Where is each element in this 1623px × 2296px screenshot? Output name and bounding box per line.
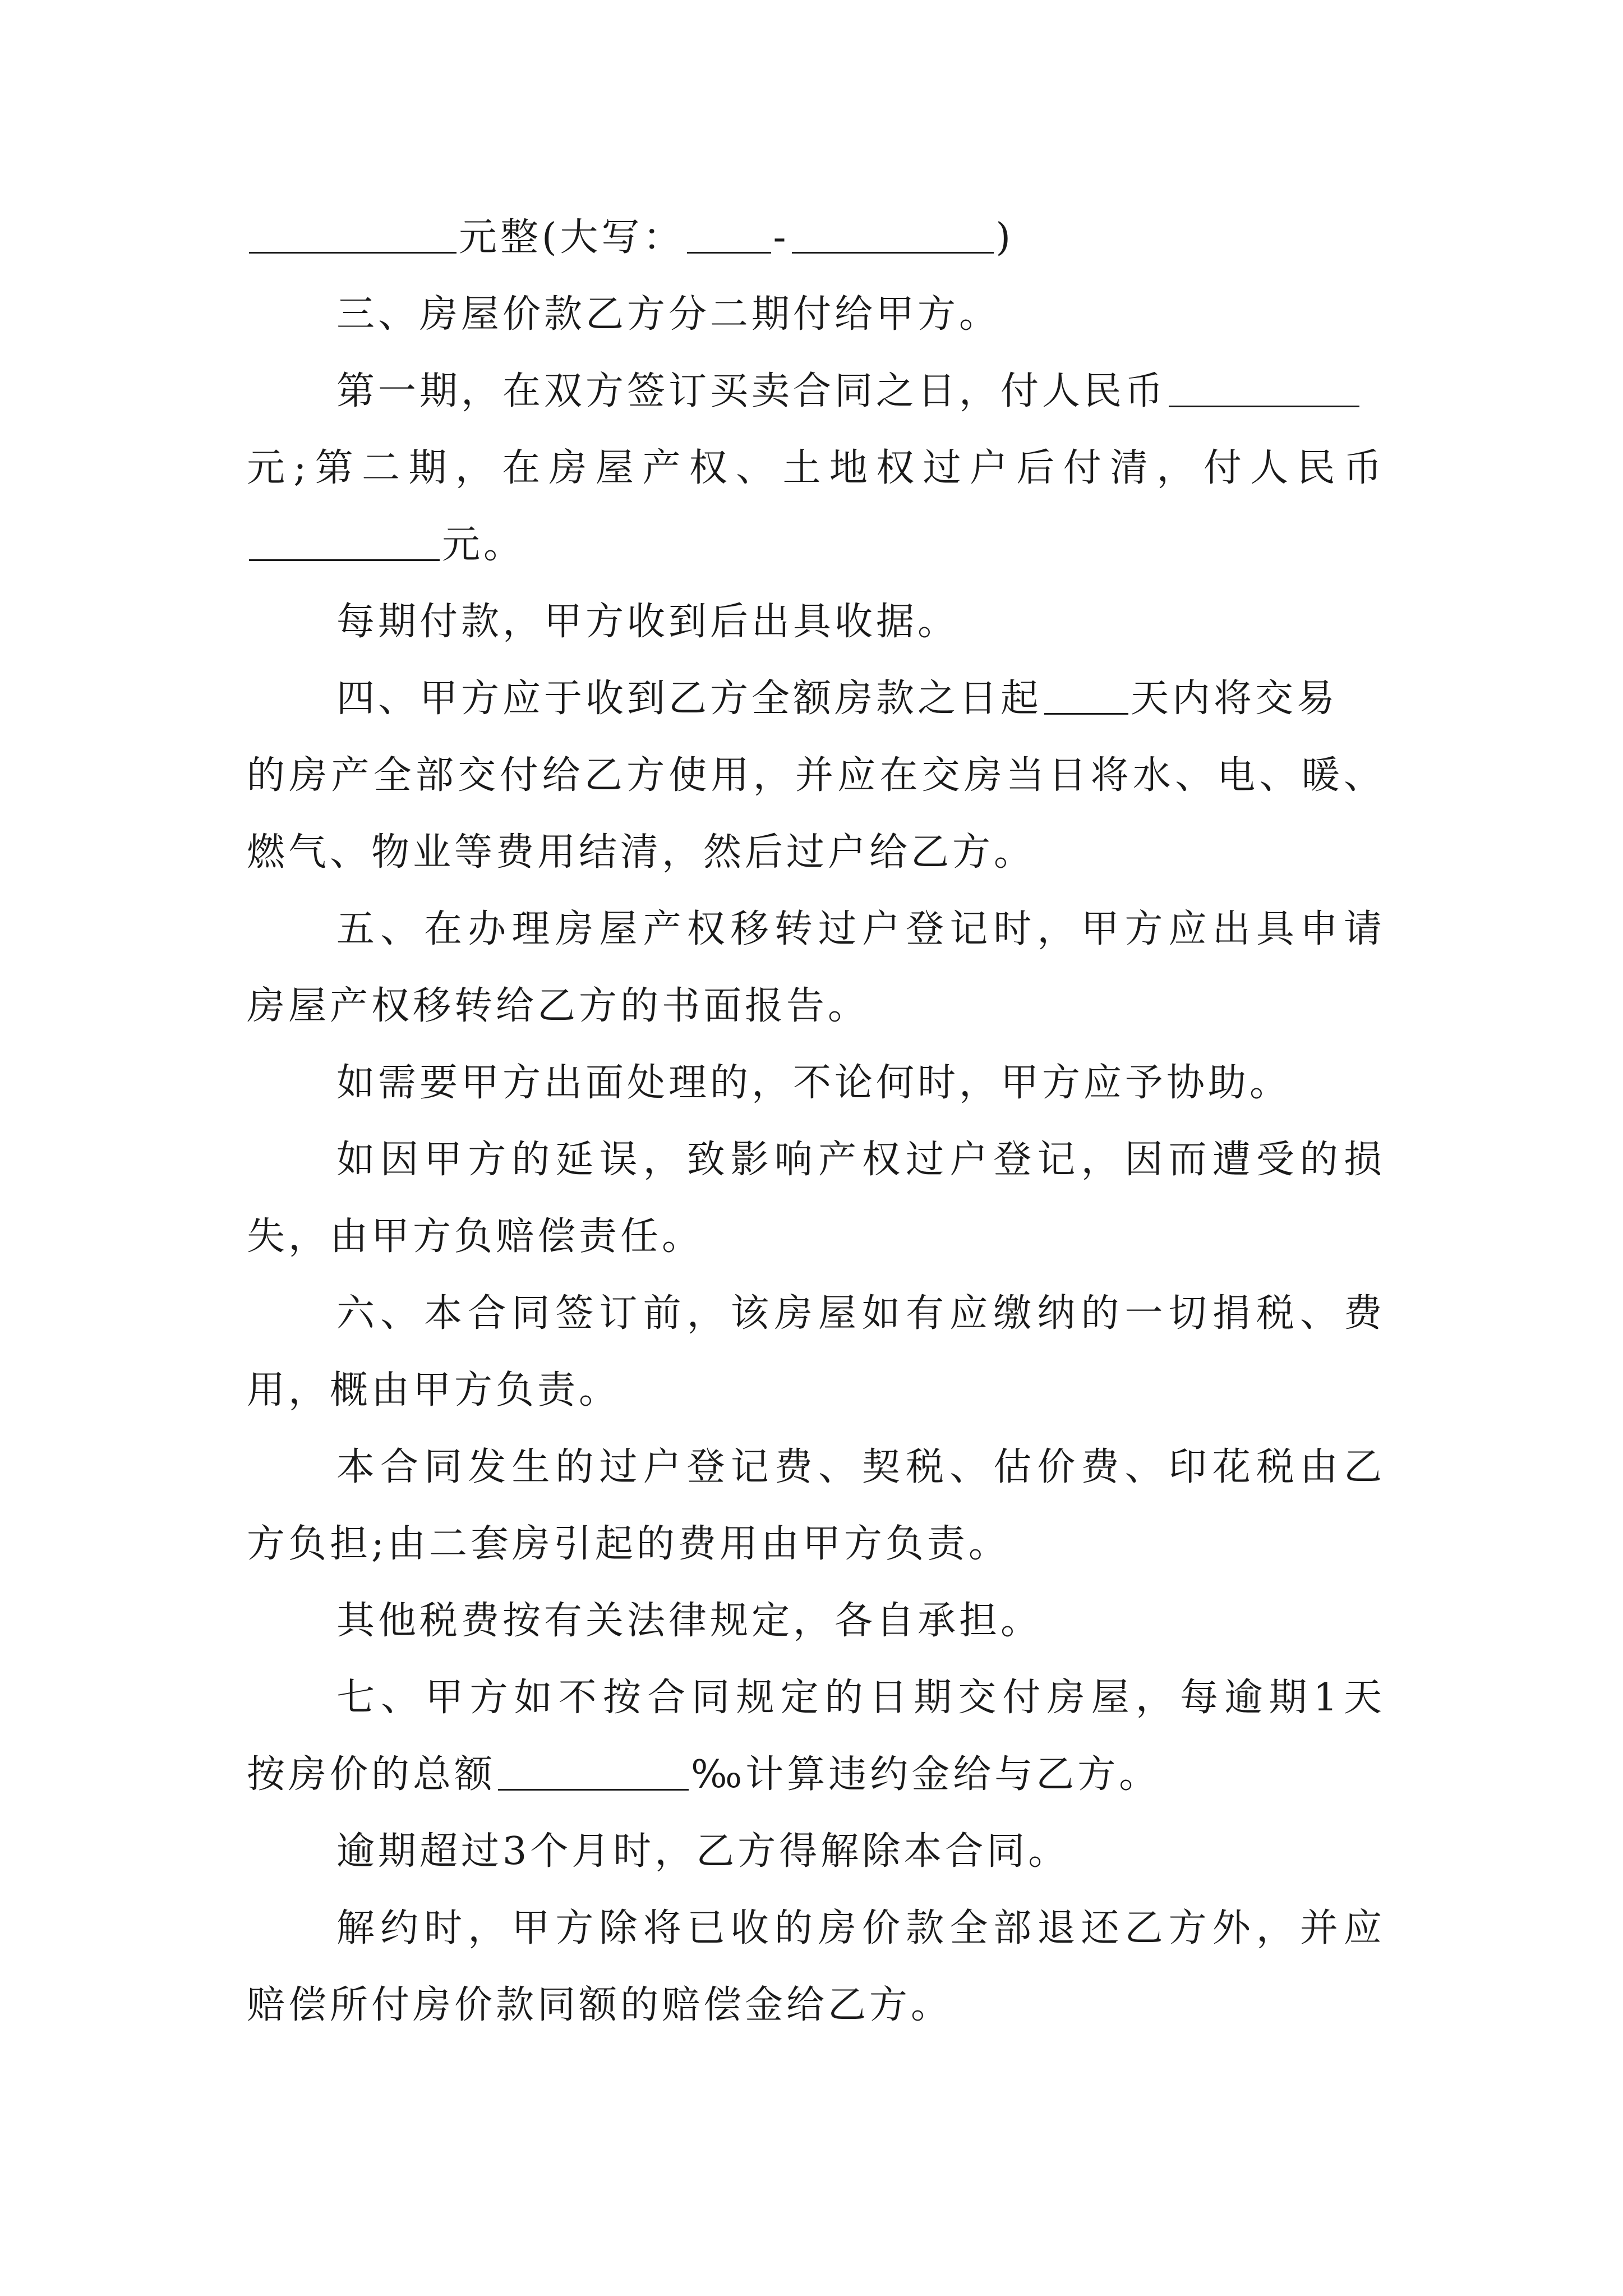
clause-5-line-1: 五、在办理房屋产权移转过户登记时，甲方应出具申请 bbox=[336, 907, 1385, 951]
fees-line-2: 方负担;由二套房引起的费用由甲方负责。 bbox=[247, 1522, 1010, 1566]
first-payment-blank bbox=[1169, 367, 1359, 407]
second-payment-unit: 元。 bbox=[442, 523, 525, 567]
clause-3-heading: 三、房屋价款乙方分二期付给甲方。 bbox=[336, 292, 1001, 337]
price-text-1: 元整(大写： bbox=[459, 215, 685, 260]
clause-4-text-1: 四、甲方应于收到乙方全额房款之日起 bbox=[336, 677, 1043, 721]
refund-line-2: 赔偿所付房价款同额的赔偿金给乙方。 bbox=[247, 1983, 953, 2027]
clause-4-line-2: 的房产全部交付给乙方使用，并应在交房当日将水、电、暖、 bbox=[247, 753, 1385, 798]
clause-5-line-2: 房屋产权移转给乙方的书面报告。 bbox=[247, 984, 870, 1028]
penalty-text-2: ‰计算违约金给与乙方。 bbox=[691, 1752, 1161, 1797]
amount-blank bbox=[249, 214, 457, 254]
price-line bbox=[247, 199, 1385, 276]
uppercase-amount-blank-2 bbox=[792, 214, 994, 254]
clause-7-line-2 bbox=[247, 1736, 1385, 1813]
first-payment-line bbox=[247, 353, 1385, 430]
price-text-2: - bbox=[773, 215, 790, 260]
penalty-rate-blank bbox=[498, 1751, 689, 1791]
contract-body bbox=[247, 199, 1385, 2044]
other-taxes-line: 其他税费按有关法律规定，各自承担。 bbox=[336, 1599, 1043, 1643]
clause-6-line-2: 用，概由甲方负责。 bbox=[247, 1368, 621, 1412]
assistance-line: 如需要甲方出面处理的，不论何时，甲方应予协助。 bbox=[336, 1061, 1292, 1105]
clause-4-text-2: 天内将交易 bbox=[1131, 677, 1339, 721]
clause-4-line-3: 燃气、物业等费用结清，然后过户给乙方。 bbox=[247, 830, 1036, 875]
clause-6-line-1: 六、本合同签订前，该房屋如有应缴纳的一切捐税、费 bbox=[336, 1291, 1385, 1336]
second-payment-amount-line bbox=[247, 507, 1385, 583]
price-text-3: ) bbox=[995, 215, 1015, 260]
clause-7-line-1: 七、甲方如不按合同规定的日期交付房屋，每逾期1天 bbox=[336, 1676, 1385, 1720]
second-payment-blank bbox=[249, 521, 440, 561]
delay-line-2: 失，由甲方负赔偿责任。 bbox=[247, 1214, 704, 1259]
delay-line-1: 如因甲方的延误，致影响产权过户登记，因而遭受的损 bbox=[336, 1138, 1385, 1182]
termination-line: 逾期超过3个月时，乙方得解除本合同。 bbox=[336, 1829, 1070, 1874]
second-payment-line: 元;第二期，在房屋产权、土地权过户后付清，付人民币 bbox=[247, 446, 1385, 490]
fees-line-1: 本合同发生的过户登记费、契税、估价费、印花税由乙 bbox=[336, 1445, 1385, 1489]
clause-4-line-1 bbox=[247, 660, 1385, 737]
days-blank bbox=[1044, 675, 1128, 715]
receipt-line: 每期付款，甲方收到后出具收据。 bbox=[336, 600, 960, 644]
penalty-text-1: 按房价的总额 bbox=[247, 1752, 496, 1797]
uppercase-amount-blank-1 bbox=[687, 214, 771, 254]
first-payment-text: 第一期，在双方签订买卖合同之日，付人民币 bbox=[336, 369, 1167, 413]
refund-line-1: 解约时，甲方除将已收的房价款全部退还乙方外，并应 bbox=[336, 1906, 1385, 1950]
